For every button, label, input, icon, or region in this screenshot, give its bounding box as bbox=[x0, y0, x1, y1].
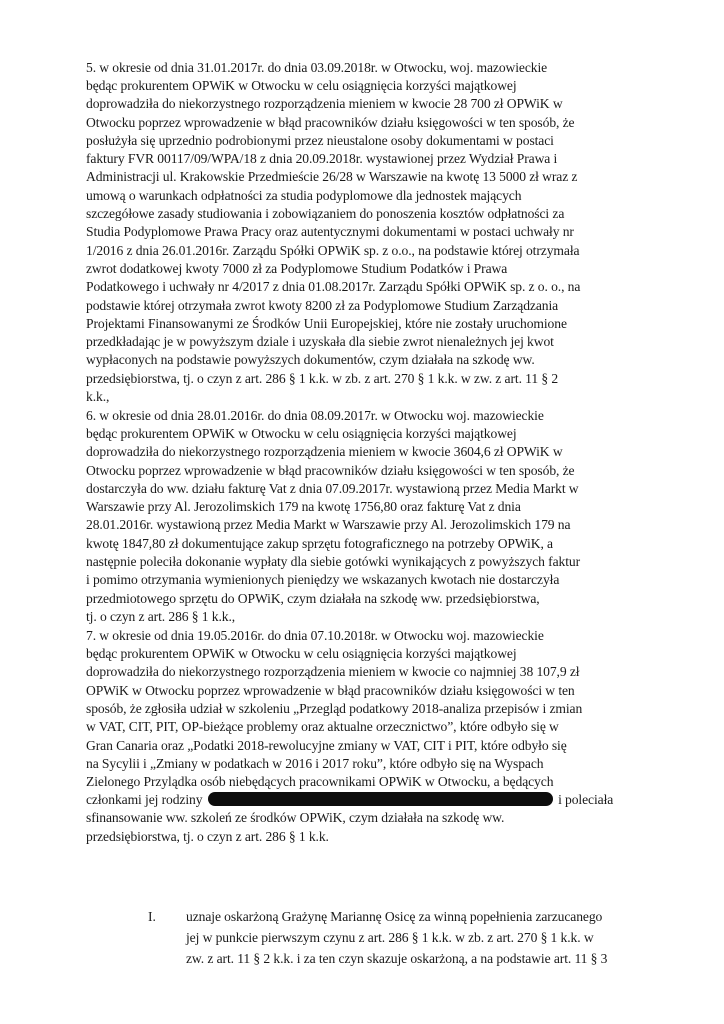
text-line: 1/2016 z dnia 26.01.2016r. Zarządu Spółki OPWiK sp. z o.o., na podstawie której otrzymała bbox=[86, 243, 580, 258]
text-line: następnie poleciła dokonanie wypłaty dla siebie gotówki wynikających z powyższych faktur bbox=[86, 554, 581, 569]
text-line: dostarczyła do ww. działu fakturę Vat z dnia 07.09.2017r. wystawioną przez Media Markt w bbox=[86, 481, 579, 496]
text-line: kwotę 1847,80 zł dokumentujące zakup sprzętu fotograficznego na potrzeby OPWiK, a bbox=[86, 536, 553, 551]
text-line: umową o warunkach odpłatności za studia podyplomowe dla jednostek mających bbox=[86, 188, 522, 203]
text-line: będąc prokurentem OPWiK w Otwocku w celu osiągnięcia korzyści majątkowej bbox=[86, 646, 517, 661]
text-line: Projektami Finansowanymi ze Środków Unii Europejskiej, które nie zostały uruchomione bbox=[86, 316, 567, 331]
text-line: 5. w okresie od dnia 31.01.2017r. do dnia 03.09.2018r. w Otwocku, woj. mazowieckie bbox=[86, 60, 548, 75]
text-line: Warszawie przy Al. Jerozolimskich 179 na kwotę 1756,80 oraz fakturę Vat z dnia bbox=[86, 499, 521, 514]
text-line: faktury FVR 00117/09/WPA/18 z dnia 20.09.2018r. wystawionej przez Wydział Prawa i bbox=[86, 151, 558, 166]
text-line: OPWiK w Otwocku poprzez wprowadzenie w błąd pracowników działu księgowości w ten bbox=[86, 683, 575, 698]
text-line: i pomimo otrzymania wymienionych pieniędzy we wskazanych kwotach nie dostarczyła bbox=[86, 572, 560, 587]
text-line: przedsiębiorstwa, tj. o czyn z art. 286 § 1 k.k. w zb. z art. 270 § 1 k.k. w zw. z art. 11 § 2 bbox=[86, 371, 559, 386]
text-line: 6. w okresie od dnia 28.01.2016r. do dnia 08.09.2017r. w Otwocku woj. mazowieckie bbox=[86, 408, 544, 423]
text-line: w VAT, CIT, PIT, OP-bieżące problemy oraz aktualne orzecznictwo”, które odbyło się w bbox=[86, 719, 559, 734]
text-line: tj. o czyn z art. 286 § 1 k.k., bbox=[86, 609, 236, 624]
verdict-numeral: I. bbox=[148, 909, 156, 924]
text-line: przedkładając je w powyższym dziale i uzyskała dla siebie zwrot nienależnych jej kwot bbox=[86, 334, 554, 349]
text-line: zw. z art. 11 § 2 k.k. i za ten czyn skazuje oskarżoną, a na podstawie art. 11 § 3 bbox=[186, 951, 608, 966]
text-line: 7. w okresie od dnia 19.05.2016r. do dnia 07.10.2018r. w Otwocku woj. mazowieckie bbox=[86, 628, 544, 643]
text-line: Studia Podyplomowe Prawa Pracy oraz autentycznymi dokumentami w postaci uchwały nr bbox=[86, 224, 574, 239]
text-line: uznaje oskarżoną Grażynę Mariannę Osicę za winną popełnienia zarzucanego bbox=[186, 909, 603, 924]
text-line: 28.01.2016r. wystawioną przez Media Markt w Warszawie przy Al. Jerozolimskich 179 na bbox=[86, 517, 571, 532]
text-line: Otwocku poprzez wprowadzenie w błąd pracowników działu księgowości w ten sposób, że bbox=[86, 115, 575, 130]
text-line: posłużyła się uprzednio podrobionymi przez nieustalone osoby dokumentami w postaci bbox=[86, 133, 554, 148]
text-line: na Sycylii i „Zmiany w podatkach w 2016 i 2017 roku”, które odbyło się na Wyspach bbox=[86, 756, 544, 771]
text-line: Zielonego Przylądka osób niebędących pracownikami OPWiK w Otwocku, a będących bbox=[86, 774, 554, 789]
text-line: będąc prokurentem OPWiK w Otwocku w celu osiągnięcia korzyści majątkowej bbox=[86, 426, 517, 441]
text-line: zwrot dodatkowej kwoty 7000 zł za Podyplomowe Studium Podatków i Prawa bbox=[86, 261, 508, 276]
text-line: doprowadziła do niekorzystnego rozporządzenia mieniem w kwocie co najmniej 38 107,9 zł bbox=[86, 664, 580, 679]
text-line: Otwocku poprzez wprowadzenie w błąd pracowników działu księgowości w ten sposób, że bbox=[86, 463, 575, 478]
text-line: k.k., bbox=[86, 389, 110, 404]
text-line: Administracji ul. Krakowskie Przedmieście 26/28 w Warszawie na kwotę 13 5000 zł wraz z bbox=[86, 169, 578, 184]
text-line: doprowadziła do niekorzystnego rozporządzenia mieniem w kwocie 28 700 zł OPWiK w bbox=[86, 96, 563, 111]
text-line: przedsiębiorstwa, tj. o czyn z art. 286 § 1 k.k. bbox=[86, 829, 329, 844]
text-line: będąc prokurentem OPWiK w Otwocku w celu osiągnięcia korzyści majątkowej bbox=[86, 78, 517, 93]
text-line: sfinansowanie ww. szkoleń ze środków OPWiK, czym działała na szkodę ww. bbox=[86, 810, 505, 825]
text-fragment: i poleciała bbox=[558, 792, 614, 807]
text-line: sposób, że zgłosiła udział w szkoleniu „Przegląd podatkowy 2018-analiza przepisów i zmian bbox=[86, 701, 583, 716]
text-line: Podatkowego i uchwały nr 4/2017 z dnia 01.08.2017r. Zarządu Spółki OPWiK sp. z o. o., na bbox=[86, 279, 581, 294]
redacted-text-line bbox=[86, 791, 613, 809]
text-line: podstawie której otrzymała zwrot kwoty 8200 zł za Podyplomowe Studium Zarządzania bbox=[86, 298, 559, 313]
text-line: Gran Canaria oraz „Podatki 2018-rewolucyjne zmiany w VAT, CIT i PIT, które odbyło się bbox=[86, 738, 567, 753]
text-line: szczegółowe zasady studiowania i zobowiązaniem do ponoszenia kosztów odpłatności za bbox=[86, 206, 565, 221]
text-fragment: członkami jej rodziny bbox=[86, 792, 203, 807]
text-line: doprowadziła do niekorzystnego rozporządzenia mieniem w kwocie 3604,6 zł OPWiK w bbox=[86, 444, 563, 459]
text-line: przedmiotowego sprzętu do OPWiK, czym działała na szkodę ww. przedsiębiorstwa, bbox=[86, 591, 540, 606]
text-line: jej w punkcie pierwszym czynu z art. 286 § 1 k.k. w zb. z art. 270 § 1 k.k. w bbox=[186, 930, 594, 945]
text-line: wypłaconych na podstawie powyższych dokumentów, czym działała na szkodę ww. bbox=[86, 352, 535, 367]
redaction-bar bbox=[208, 792, 553, 806]
